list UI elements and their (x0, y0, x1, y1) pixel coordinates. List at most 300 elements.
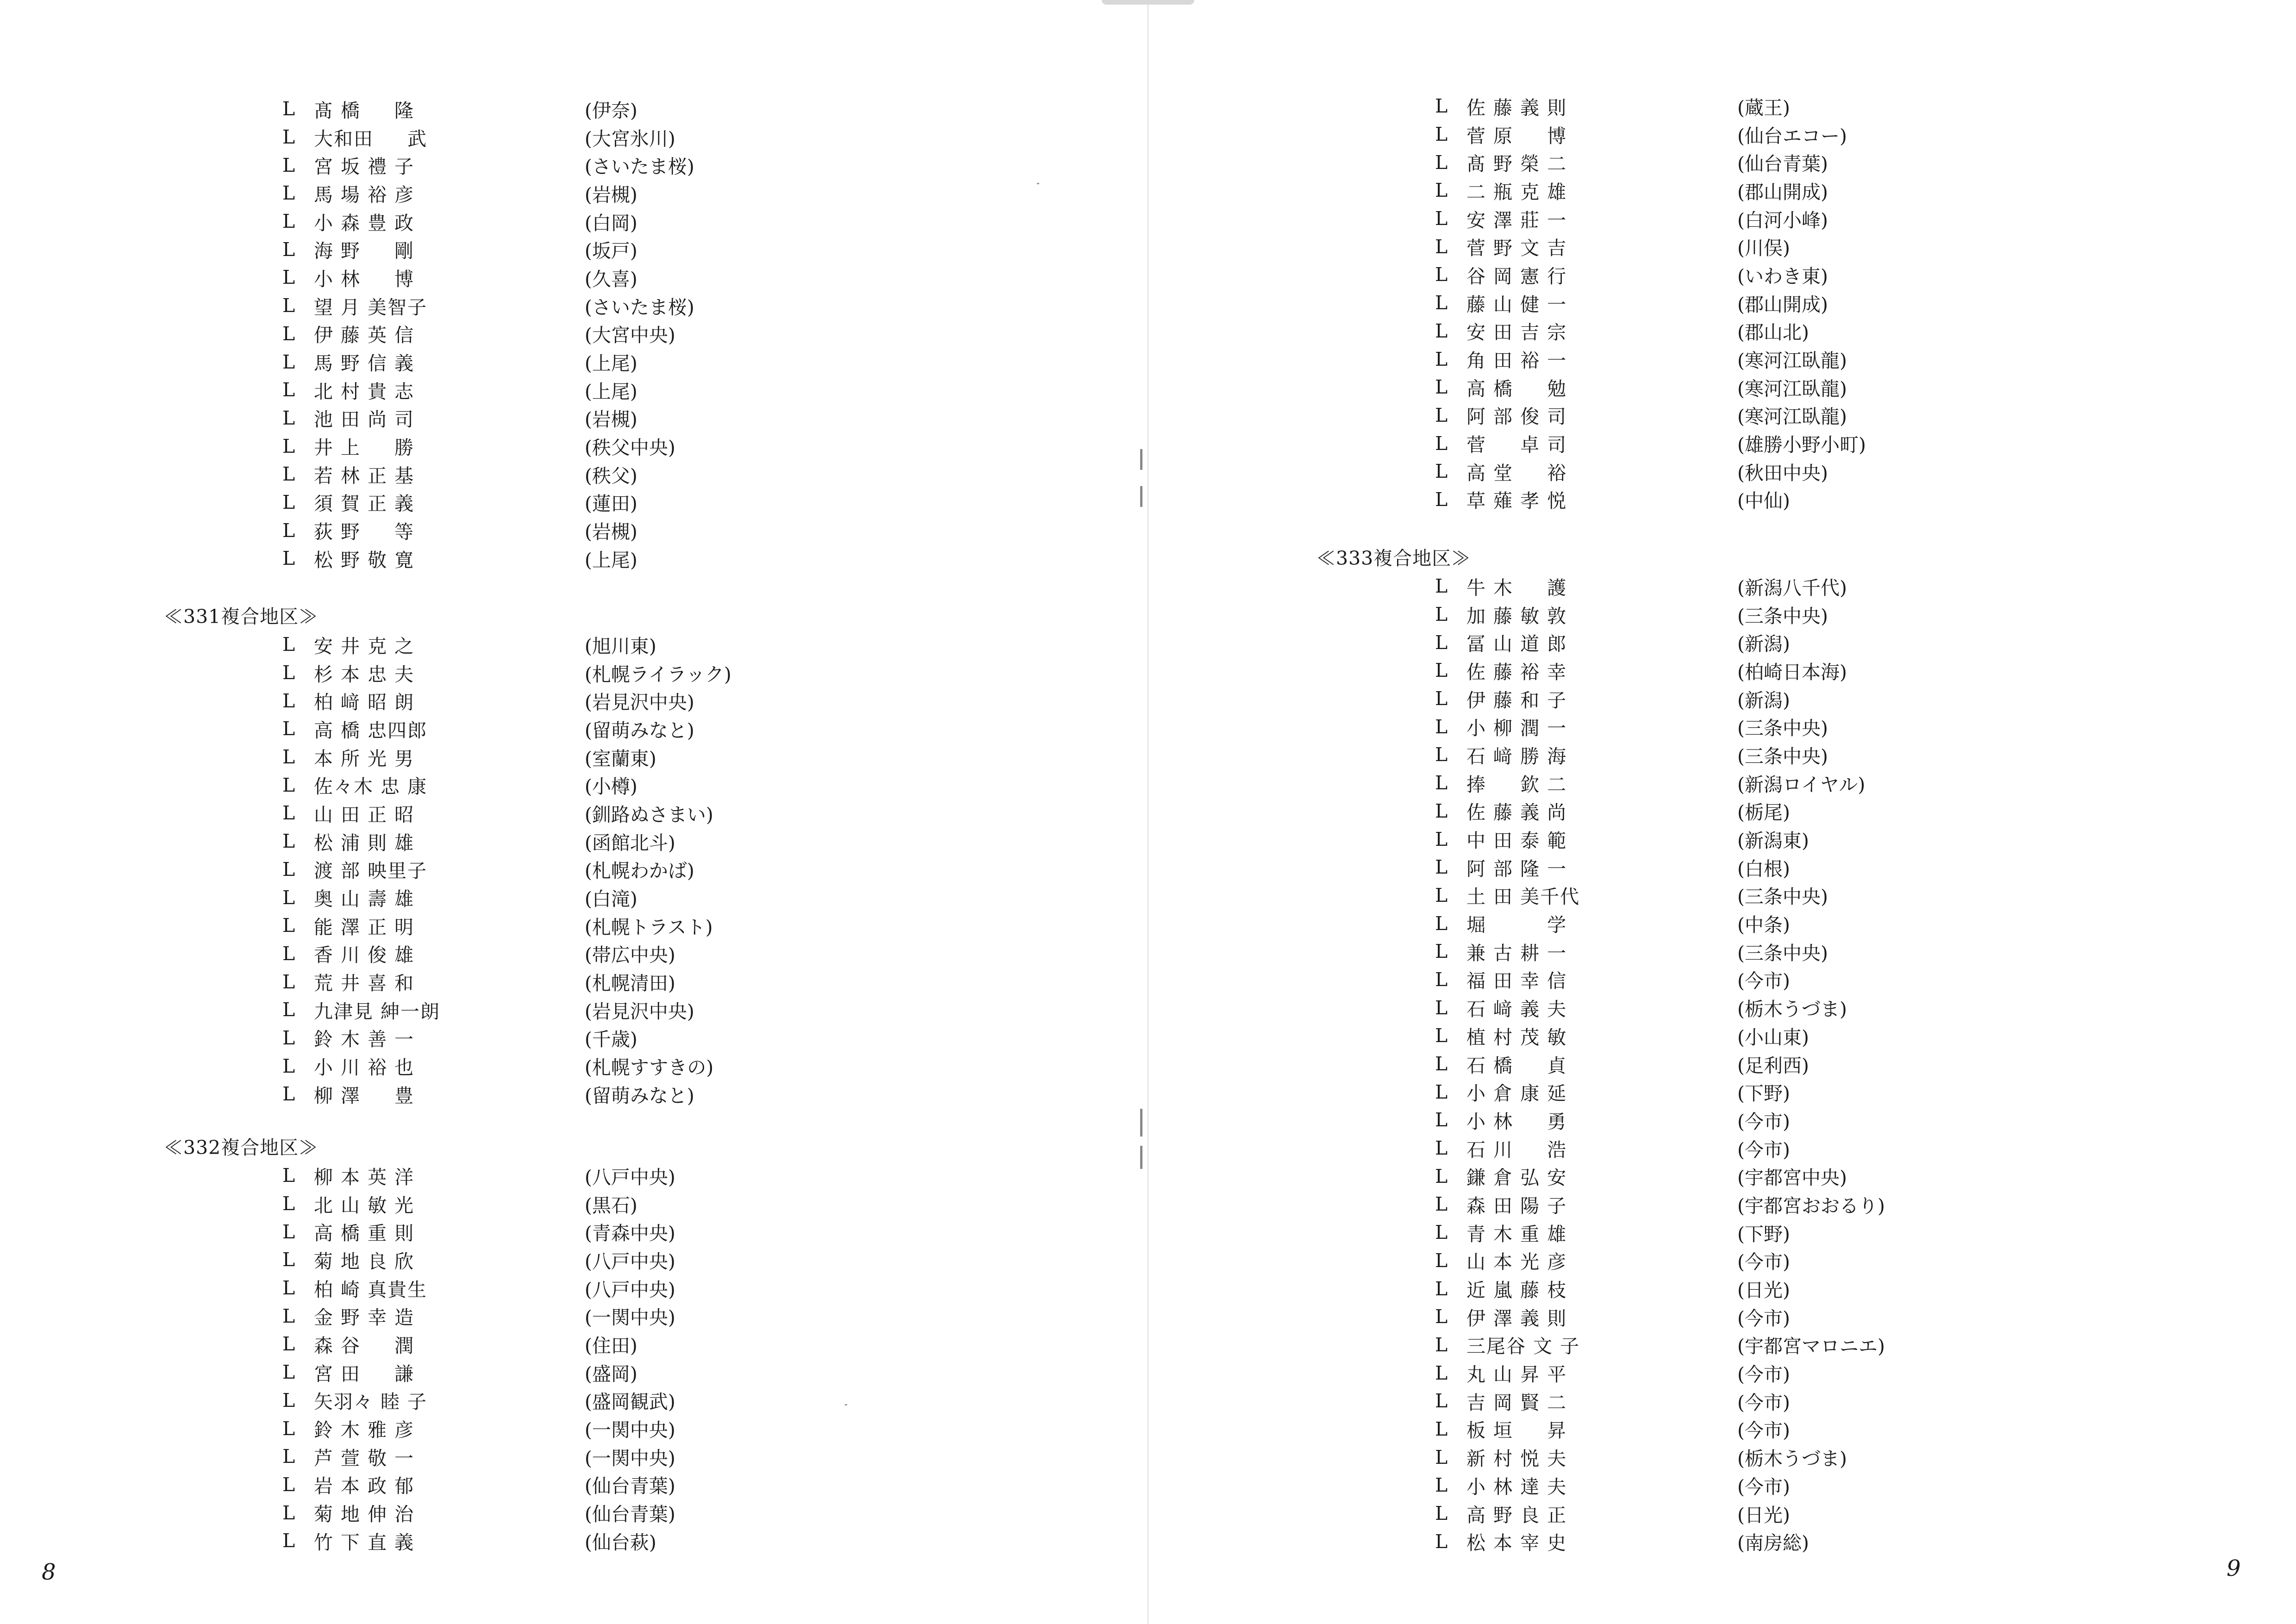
member-name: 阿 部 隆 一 (1466, 857, 1567, 880)
member-row (1435, 966, 1885, 994)
member-club: (秋田中央) (1737, 462, 1828, 484)
member-club: (一関中央) (585, 1306, 675, 1329)
member-row (1435, 853, 1885, 881)
member-club: (新潟東) (1737, 830, 1809, 852)
member-name: 三尾谷 文 子 (1466, 1335, 1580, 1358)
member-name: 高 橋 忠四郎 (314, 719, 428, 742)
member-name: 小 林 博 (314, 268, 415, 290)
member-row (282, 1190, 675, 1218)
member-name: 松 浦 則 雄 (314, 831, 415, 854)
member-row (282, 376, 694, 404)
member-row (282, 1443, 675, 1471)
member-row (282, 1274, 675, 1302)
member-name: 佐 藤 義 尚 (1466, 801, 1567, 824)
member-name: 森 田 陽 子 (1466, 1194, 1567, 1217)
member-prefix: L (282, 1277, 295, 1299)
member-name: 鎌 倉 弘 安 (1466, 1167, 1567, 1189)
page-right (1148, 0, 2296, 1624)
member-club: (寒河江臥龍) (1737, 350, 1847, 372)
member-club: (札幌トラスト) (585, 916, 713, 938)
member-prefix: L (1435, 800, 1448, 822)
member-name: 高 橋 勉 (1466, 377, 1567, 400)
member-name: 福 田 幸 信 (1466, 970, 1567, 993)
binding-mark (1140, 449, 1142, 470)
member-name: 金 野 幸 造 (314, 1306, 415, 1329)
member-row (282, 1218, 675, 1246)
binding-mark (1140, 1146, 1142, 1169)
member-name: 安 澤 莊 一 (1466, 209, 1567, 231)
member-club: (さいたま桜) (585, 296, 694, 319)
member-row (1435, 345, 1866, 373)
member-prefix: L (282, 633, 295, 656)
member-row (282, 320, 694, 348)
member-name: 丸 山 昇 平 (1466, 1363, 1567, 1386)
member-prefix: L (282, 1220, 295, 1243)
member-club: (札幌ライラック) (585, 663, 731, 686)
member-row (282, 1471, 675, 1499)
member-name: 馬 場 裕 彦 (314, 183, 415, 206)
member-prefix: L (282, 1193, 295, 1215)
member-row (1435, 1022, 1885, 1050)
member-prefix: L (1435, 95, 1448, 118)
member-row (282, 743, 731, 771)
member-name: 高 野 良 正 (1466, 1504, 1567, 1526)
member-name: 宮 坂 禮 子 (314, 156, 415, 178)
member-row (1435, 486, 1866, 514)
member-name: 石 﨑 義 夫 (1466, 998, 1567, 1021)
member-name: 小 林 勇 (1466, 1110, 1567, 1133)
member-club: (今市) (1737, 1251, 1790, 1274)
member-row (282, 1358, 675, 1387)
member-club: (住田) (585, 1334, 637, 1357)
member-club: (日光) (1737, 1504, 1790, 1526)
member-name: 柳 澤 豊 (314, 1084, 415, 1107)
member-prefix: L (1435, 123, 1448, 146)
member-row (282, 488, 694, 517)
member-name: 伊 藤 英 信 (314, 324, 415, 347)
member-club: (八戸中央) (585, 1278, 675, 1301)
member-club: (栃尾) (1737, 801, 1790, 824)
member-row (1435, 1106, 1885, 1134)
member-prefix: L (1435, 235, 1448, 258)
member-club: (柏崎日本海) (1737, 661, 1847, 683)
member-prefix: L (1435, 1109, 1448, 1131)
member-club: (釧路ぬさまい) (585, 803, 713, 826)
member-club: (大宮中央) (585, 324, 675, 347)
member-club: (いわき東) (1737, 265, 1828, 287)
member-name: 小 林 達 夫 (1466, 1475, 1567, 1498)
member-prefix: L (282, 999, 295, 1021)
member-club: (栃木うづま) (1737, 1448, 1847, 1470)
member-name: 佐 藤 義 則 (1466, 96, 1567, 119)
member-club: (中条) (1737, 914, 1790, 937)
section-list (282, 95, 694, 573)
member-club: (今市) (1737, 1363, 1790, 1386)
member-name: 岩 本 政 郁 (314, 1475, 415, 1498)
member-prefix: L (282, 98, 295, 120)
member-name: 草 薙 孝 悦 (1466, 490, 1567, 512)
member-name: 小 柳 潤 一 (1466, 717, 1567, 740)
member-row (1435, 289, 1866, 317)
member-club: (青森中央) (585, 1222, 675, 1245)
member-prefix: L (1435, 1165, 1448, 1187)
member-row (282, 1246, 675, 1274)
member-prefix: L (1435, 1024, 1448, 1047)
member-name: 佐 藤 裕 幸 (1466, 661, 1567, 683)
member-club: (日光) (1737, 1279, 1790, 1302)
member-name: 吉 岡 賢 二 (1466, 1391, 1567, 1414)
member-row (282, 348, 694, 376)
member-row (282, 856, 731, 884)
member-club: (仙台青葉) (585, 1475, 675, 1498)
member-club: (三条中央) (1737, 886, 1828, 908)
member-club: (白河小峰) (1737, 209, 1828, 231)
member-row (1435, 1274, 1885, 1303)
member-row (282, 179, 694, 207)
member-row (282, 940, 731, 968)
member-row (1435, 1471, 1885, 1499)
member-name: 柳 本 英 洋 (314, 1166, 415, 1188)
member-name: 馬 野 信 義 (314, 352, 415, 375)
member-club: (白岡) (585, 212, 637, 234)
member-name: 森 谷 潤 (314, 1334, 415, 1357)
member-prefix: L (282, 182, 295, 205)
member-name: 矢羽々 睦 子 (314, 1391, 428, 1413)
member-prefix: L (282, 210, 295, 233)
scan-speck (1037, 183, 1039, 184)
member-prefix: L (282, 1501, 295, 1524)
member-name: 安 田 吉 宗 (1466, 321, 1567, 344)
member-prefix: L (1435, 687, 1448, 710)
member-name: 近 嵐 藤 枝 (1466, 1279, 1567, 1302)
member-name: 土 田 美千代 (1466, 886, 1580, 908)
member-club: (留萌みなと) (585, 1084, 694, 1107)
member-row (1435, 741, 1885, 769)
member-row (282, 95, 694, 123)
binding-mark (1140, 486, 1142, 507)
member-name: 谷 岡 憲 行 (1466, 265, 1567, 287)
member-row (1435, 628, 1885, 656)
member-name: 伊 藤 和 子 (1466, 689, 1567, 712)
member-prefix: L (1435, 1362, 1448, 1384)
member-row (282, 207, 694, 236)
binding-mark (1140, 1109, 1142, 1137)
member-row (282, 1330, 675, 1358)
member-prefix: L (282, 491, 295, 513)
member-row (1435, 993, 1885, 1022)
section-list (1435, 92, 1866, 513)
member-name: 菊 地 伸 治 (314, 1503, 415, 1526)
member-club: (久喜) (585, 268, 637, 290)
member-name: 山 田 正 昭 (314, 803, 415, 826)
member-name: 捧 欽 二 (1466, 773, 1567, 796)
member-club: (盛岡) (585, 1362, 637, 1385)
member-name: 石 橋 貞 (1466, 1054, 1567, 1077)
member-name: 望 月 美智子 (314, 296, 428, 319)
member-row (282, 968, 731, 996)
member-club: (帯広中央) (585, 944, 675, 967)
member-name: 中 田 泰 範 (1466, 830, 1567, 852)
member-name: 松 野 敬 寛 (314, 549, 415, 571)
member-row (1435, 1331, 1885, 1359)
spine-shadow (1102, 0, 1194, 5)
member-club: (千歳) (585, 1028, 637, 1051)
member-prefix: L (1435, 659, 1448, 682)
member-club: (今市) (1737, 1475, 1790, 1498)
member-row (1435, 1218, 1885, 1247)
member-prefix: L (282, 942, 295, 965)
page-number: 8 (42, 1559, 56, 1585)
member-name: 角 田 裕 一 (1466, 350, 1567, 372)
member-row (282, 631, 731, 659)
member-prefix: L (1435, 912, 1448, 935)
member-prefix: L (282, 126, 295, 149)
member-prefix: L (282, 886, 295, 909)
member-prefix: L (1435, 1502, 1448, 1525)
member-row (282, 1499, 675, 1527)
member-club: (新潟八千代) (1737, 576, 1847, 599)
section-heading: ≪331複合地区≫ (164, 606, 318, 628)
member-row (1435, 712, 1885, 741)
member-club: (宇都宮マロニエ) (1737, 1335, 1885, 1358)
section-heading: ≪333複合地区≫ (1316, 547, 1471, 569)
member-name: 冨 山 道 郎 (1466, 633, 1567, 656)
member-club: (川俣) (1737, 237, 1790, 260)
member-club: (下野) (1737, 1082, 1790, 1105)
member-club: (上尾) (585, 352, 637, 375)
member-club: (宇都宮中央) (1737, 1167, 1847, 1189)
member-name: 石 﨑 勝 海 (1466, 745, 1567, 768)
member-prefix: L (1435, 1137, 1448, 1160)
member-name: 青 木 重 雄 (1466, 1223, 1567, 1245)
member-club: (留萌みなと) (585, 719, 694, 742)
member-prefix: L (1435, 1333, 1448, 1356)
member-row (282, 799, 731, 827)
member-club: (八戸中央) (585, 1166, 675, 1188)
member-prefix: L (1435, 207, 1448, 230)
member-prefix: L (1435, 319, 1448, 342)
member-name: 二 瓶 克 雄 (1466, 181, 1567, 203)
member-name: 小 川 裕 也 (314, 1056, 415, 1079)
member-prefix: L (282, 774, 295, 796)
member-prefix: L (1435, 968, 1448, 991)
member-club: (雄勝小野小町) (1737, 434, 1866, 456)
member-club: (郡山開成) (1737, 181, 1828, 203)
member-club: (旭川東) (585, 635, 656, 657)
member-name: 能 澤 正 明 (314, 916, 415, 938)
member-club: (室蘭東) (585, 747, 656, 770)
member-club: (大宮氷川) (585, 127, 675, 150)
member-row (1435, 1162, 1885, 1190)
member-row (1435, 1050, 1885, 1078)
member-row (1435, 1415, 1885, 1443)
member-row (1435, 685, 1885, 713)
member-row (1435, 429, 1866, 457)
member-row (1435, 232, 1866, 261)
member-name: 北 村 貴 志 (314, 380, 415, 403)
member-row (282, 235, 694, 263)
member-club: (蓮田) (585, 493, 637, 515)
member-row (1435, 176, 1866, 205)
member-club: (新潟) (1737, 689, 1790, 712)
member-name: 九津見 紳一朗 (314, 1000, 441, 1023)
member-row (1435, 261, 1866, 289)
member-prefix: L (282, 1445, 295, 1468)
member-club: (札幌清田) (585, 972, 675, 995)
member-row (1435, 1134, 1885, 1162)
member-club: (今市) (1737, 1110, 1790, 1133)
member-prefix: L (282, 379, 295, 401)
section-list (164, 1134, 675, 1555)
member-row (1435, 1303, 1885, 1331)
member-prefix: L (1435, 1193, 1448, 1216)
member-club: (南房総) (1737, 1532, 1809, 1555)
member-row (1435, 373, 1866, 401)
member-prefix: L (282, 1333, 295, 1355)
member-prefix: L (282, 238, 295, 261)
member-prefix: L (282, 1083, 295, 1106)
page-number: 9 (2227, 1555, 2241, 1581)
member-row (282, 883, 731, 912)
member-club: (栃木うづま) (1737, 998, 1847, 1021)
member-prefix: L (282, 1389, 295, 1412)
member-prefix: L (1435, 884, 1448, 906)
member-prefix: L (282, 689, 295, 712)
member-row (282, 659, 731, 687)
member-prefix: L (282, 746, 295, 768)
member-name: 奥 山 壽 雄 (314, 888, 415, 911)
member-prefix: L (1435, 603, 1448, 626)
member-name: 竹 下 直 義 (314, 1531, 415, 1554)
member-prefix: L (1435, 1446, 1448, 1468)
member-name: 海 野 剛 (314, 240, 415, 262)
member-name: 牛 木 護 (1466, 576, 1567, 599)
member-prefix: L (1435, 1474, 1448, 1497)
member-row (282, 292, 694, 320)
member-prefix: L (282, 970, 295, 993)
member-prefix: L (282, 350, 295, 373)
member-prefix: L (1435, 348, 1448, 370)
member-prefix: L (1435, 996, 1448, 1019)
member-name: 石 川 浩 (1466, 1138, 1567, 1161)
member-name: 荒 井 喜 和 (314, 972, 415, 995)
member-name: 菅 野 文 吉 (1466, 237, 1567, 260)
member-name: 大和田 武 (314, 127, 428, 150)
member-club: (盛岡観武) (585, 1391, 675, 1413)
member-club: (伊奈) (585, 99, 637, 122)
member-prefix: L (282, 914, 295, 937)
member-name: 池 田 尚 司 (314, 408, 415, 431)
member-row (1435, 909, 1885, 937)
member-name: 髙 野 榮 二 (1466, 153, 1567, 175)
member-club: (岩槻) (585, 408, 637, 431)
member-club: (上尾) (585, 549, 637, 571)
member-name: 板 垣 昇 (1466, 1419, 1567, 1442)
member-name: 本 所 光 男 (314, 747, 415, 770)
member-row (282, 1052, 731, 1080)
member-name: 高 堂 裕 (1466, 462, 1567, 484)
member-row (1435, 1527, 1885, 1555)
member-prefix: L (282, 1055, 295, 1077)
member-prefix: L (282, 1530, 295, 1552)
member-row (1435, 656, 1885, 685)
member-name: 宮 田 謙 (314, 1362, 415, 1385)
member-name: 須 賀 正 義 (314, 493, 415, 515)
member-name: 柏 崎 真貴生 (314, 1278, 428, 1301)
member-prefix: L (1435, 151, 1448, 174)
member-row (1435, 881, 1885, 910)
member-prefix: L (1435, 631, 1448, 654)
member-prefix: L (1435, 743, 1448, 766)
member-name: 菅 原 博 (1466, 125, 1567, 147)
member-prefix: L (1435, 263, 1448, 286)
member-club: (郡山北) (1737, 321, 1809, 344)
member-prefix: L (282, 1026, 295, 1049)
member-prefix: L (282, 519, 295, 542)
member-club: (札幌わかば) (585, 860, 694, 882)
member-row (1435, 120, 1866, 149)
member-prefix: L (1435, 1390, 1448, 1412)
member-club: (下野) (1737, 1223, 1790, 1245)
member-prefix: L (1435, 1277, 1448, 1300)
member-club: (三条中央) (1737, 942, 1828, 964)
book-spine (1147, 0, 1149, 1624)
member-club: (八戸中央) (585, 1250, 675, 1273)
member-club: (黒石) (585, 1194, 637, 1217)
member-prefix: L (1435, 1305, 1448, 1328)
member-row (282, 687, 731, 715)
member-club: (仙台萩) (585, 1531, 656, 1554)
member-name: 井 上 勝 (314, 437, 415, 459)
member-prefix: L (282, 1473, 295, 1496)
member-name: 小 倉 康 延 (1466, 1082, 1567, 1105)
member-club: (一関中央) (585, 1447, 675, 1469)
member-row (1435, 1359, 1885, 1387)
member-club: (郡山開成) (1737, 293, 1828, 316)
member-club: (新潟ロイヤル) (1737, 773, 1866, 796)
member-row (282, 1162, 675, 1190)
member-prefix: L (282, 322, 295, 345)
member-prefix: L (1435, 292, 1448, 314)
member-prefix: L (1435, 1053, 1448, 1075)
member-prefix: L (1435, 772, 1448, 794)
member-prefix: L (1435, 1418, 1448, 1440)
member-name: 藤 山 健 一 (1466, 293, 1567, 316)
member-club: (小樽) (585, 775, 637, 798)
member-prefix: L (282, 1417, 295, 1440)
member-row (282, 432, 694, 460)
member-prefix: L (1435, 575, 1448, 598)
member-prefix: L (282, 266, 295, 289)
member-name: 小 森 豊 政 (314, 212, 415, 234)
member-row (282, 1387, 675, 1415)
member-name: 北 山 敏 光 (314, 1194, 415, 1217)
member-prefix: L (282, 858, 295, 881)
member-prefix: L (1435, 1530, 1448, 1553)
member-name: 植 村 茂 敏 (1466, 1026, 1567, 1049)
member-club: (上尾) (585, 380, 637, 403)
member-name: 荻 野 等 (314, 521, 415, 543)
member-prefix: L (1435, 856, 1448, 879)
member-row (282, 1024, 731, 1052)
member-prefix: L (282, 406, 295, 429)
member-club: (さいたま桜) (585, 156, 694, 178)
member-name: 鈴 木 雅 彦 (314, 1419, 415, 1442)
member-row (1435, 1190, 1885, 1218)
section-list (1316, 544, 1885, 1555)
member-club: (寒河江臥龍) (1737, 406, 1847, 428)
member-row (1435, 572, 1885, 600)
